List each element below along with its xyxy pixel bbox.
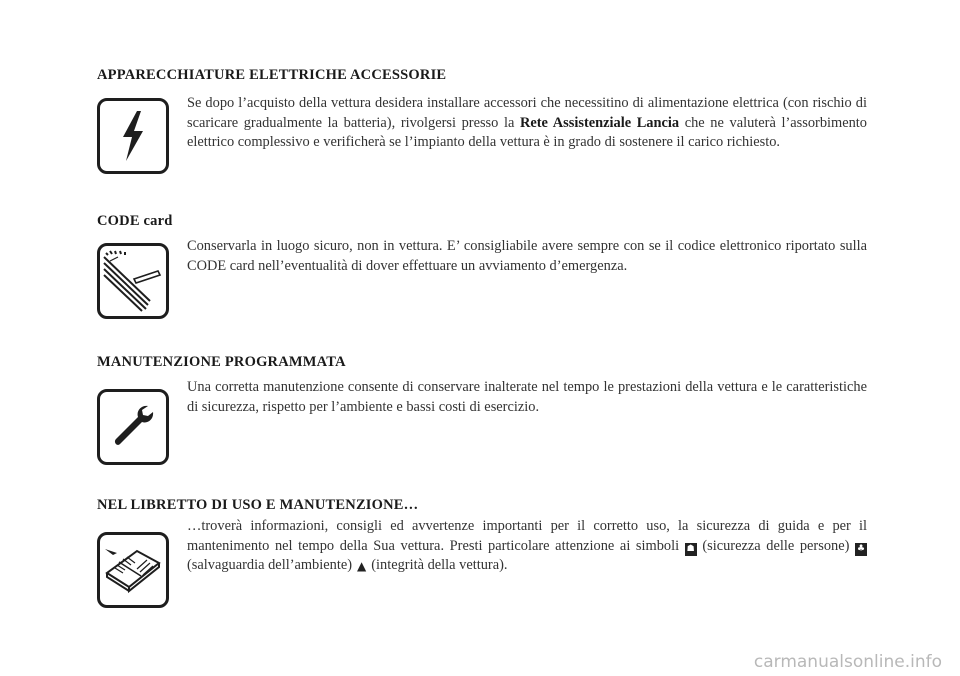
section-electrical-accessories <box>97 67 867 150</box>
text-part: (integrità della vettura). <box>367 557 508 573</box>
text-part: Se dopo l’acquisto della vettura desidera installare accessori che necessitino di alimentazione elettrica (con rischio di scaricare gradualmente la batteria), rivolgersi presso la <box>187 95 867 131</box>
vehicle-integrity-symbol-icon: ▲ <box>357 559 367 573</box>
heading-use-and-maintenance-book: NEL LIBRETTO DI USO E MANUTENZIONE… <box>97 497 419 513</box>
heading-scheduled-maintenance: MANUTENZIONE PROGRAMMATA <box>97 354 346 370</box>
scheduled-maintenance-text: Una corretta manutenzione consente di conservare inalterate nel tempo le prestazioni della vettura e le caratteristiche di sicurezza, rispetto per l’ambiente e bassi costi di esercizio. <box>187 379 867 415</box>
code-card-icon <box>97 243 169 319</box>
section-code-card <box>97 213 867 274</box>
environment-symbol-icon: ♣ <box>856 543 866 554</box>
person-safety-symbol-icon: ☗ <box>686 543 695 554</box>
open-book-icon <box>97 532 169 608</box>
text-part: …troverà informazioni, consigli ed avvertenze importanti per il corretto uso, la sicurezza di guida e per il mantenimento nel tempo della Sua vettura. Presti particolare attenzione ai simboli <box>187 518 867 554</box>
rete-assistenziale-link: Rete Assistenziale Lancia <box>519 114 680 131</box>
text-part: (sicurezza delle persone) <box>696 537 855 554</box>
section-scheduled-maintenance <box>97 354 867 415</box>
heading-electrical-accessories: APPARECCHIATURE ELETTRICHE ACCESSORIE <box>97 67 447 83</box>
electrical-accessories-text <box>187 94 867 153</box>
code-card-text: Conservarla in luogo sicuro, non in vettura. E’ consigliabile avere sempre con se il codice elettronico riportato sulla CODE card nell’eventualità di dover effettuare un avviamento d’emergenza. <box>187 238 867 274</box>
heading-code-card: CODE card <box>97 213 173 229</box>
section-use-and-maintenance-book <box>97 497 867 573</box>
text-part: (salvaguardia dell’ambiente) <box>187 557 356 573</box>
text-part: che ne valuterà l’assorbimento elettrico complessivo e verificherà se l’impianto della vettura è in grado di sostenere il carico richiesto. <box>187 114 867 150</box>
lightning-bolt-icon <box>97 98 169 174</box>
watermark: carmanualsonline.info <box>753 652 942 672</box>
wrench-icon <box>97 389 169 465</box>
use-and-maintenance-book-text <box>187 517 867 576</box>
